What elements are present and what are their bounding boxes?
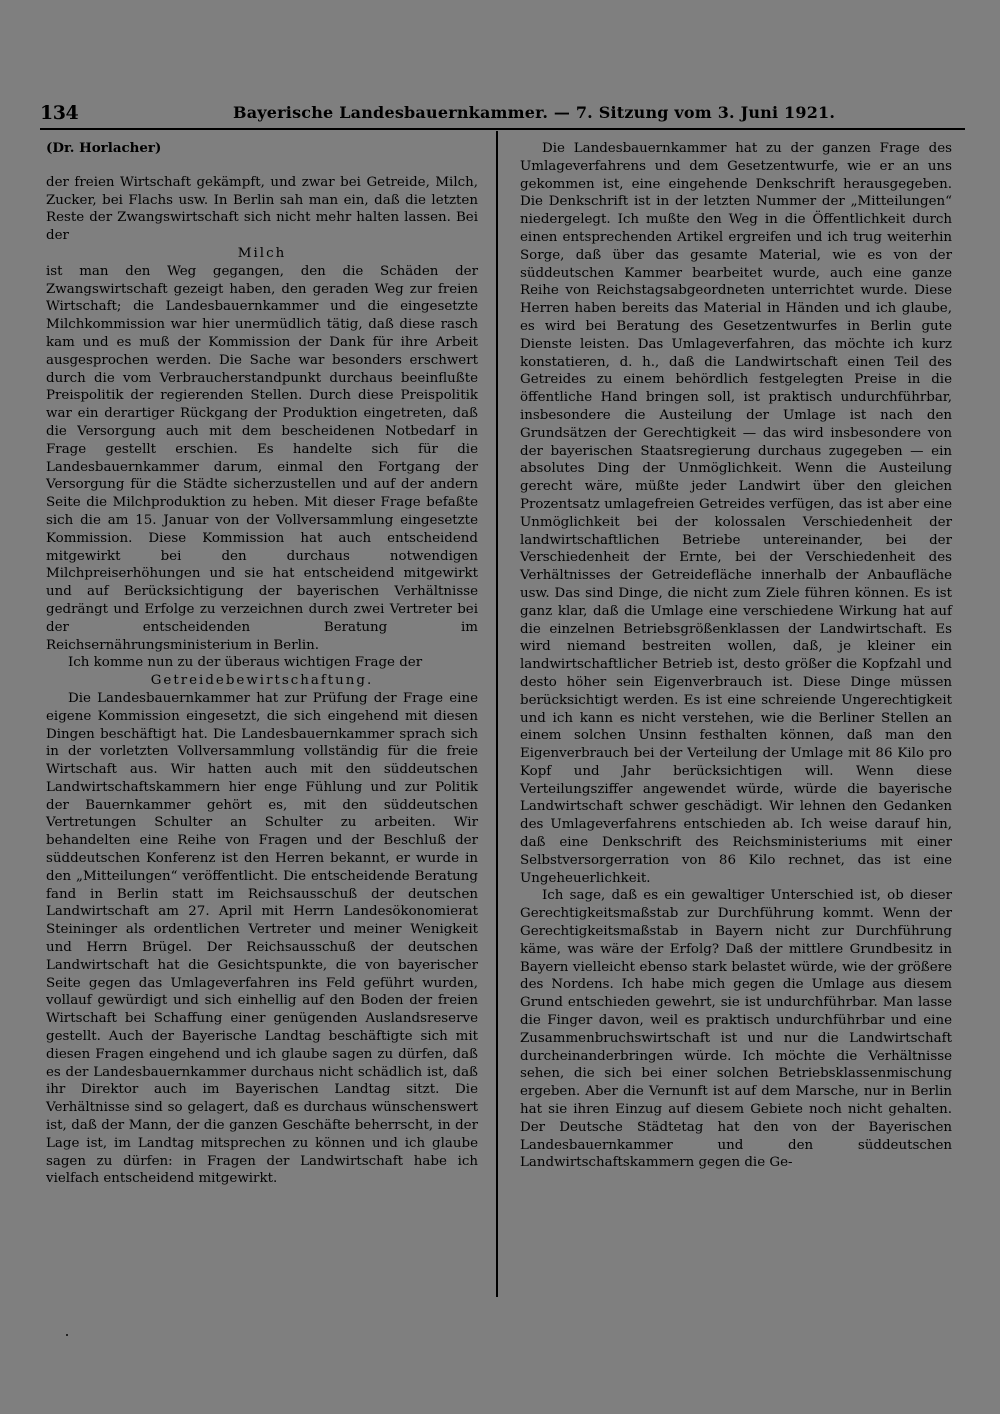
right-column <box>520 140 952 1172</box>
left-column <box>46 140 478 1188</box>
paragraph: Die Landesbauernkammer hat zur Prüfung der Frage eine eigene Kommission eingesetzt, die sich eingehend mit diesen Dingen beschäftigt hat. Die Landesbauernkammer sprach sich in der vorletzten Vollversammlung vollständig für die freie Wirtschaft aus. Wir hatten auch mit den süddeutschen Landwirtschaftskammern hier enge Fühlung und zur Politik der Bauernkammer gehört es, mit den süddeutschen Vertretungen Schulter an Schulter zu arbeiten. Wir behandelten eine Reihe von Fragen und der Beschluß der süddeutschen Konferenz ist den Herren bekannt, er wurde in den „Mitteilungen“ veröffentlicht. Die entscheidende Beratung fand in Berlin statt im Reichsausschuß der deutschen Landwirtschaft am 27. April mit Herrn Landesökonomierat Steininger als ordentlichen Vertreter und meiner Wenigkeit und Herrn Brügel. Der Reichsausschuß der deutschen Landwirtschaft hat die Gesichtspunkte, die von bayerischer Seite gegen das Umlageverfahren ins Feld geführt wurden, vollauf gewürdigt und sich einhellig auf den Boden der freien Wirtschaft bei Schaffung einer genügenden Auslandsreserve gestellt. Auch der Bayerische Landtag beschäftigte sich mit diesen Fragen eingehend und ich glaube sagen zu dürfen, daß es der Landesbauernkammer durchaus nicht schädlich ist, daß ihr Direktor auch im Bayerischen Landtag sitzt. Die Verhältnisse sind so gelagert, daß es durchaus wünschenswert ist, daß der Mann, der die ganzen Geschäfte beherrscht, in der Lage ist, im Landtag mitsprechen zu können und ich glaube sagen zu dürfen: in Fragen der Landwirtschaft habe ich vielfach entscheidend mitgewirkt. <box>46 690 478 1187</box>
running-head: Bayerische Landesbauernkammer. — 7. Sitzung vom 3. Juni 1921. <box>233 103 836 122</box>
page-header <box>40 102 836 126</box>
paragraph: der freien Wirtschaft gekämpft, und zwar bei Getreide, Milch, Zucker, bei Flachs usw. In Berlin sah man ein, daß die letzten Reste der Zwangswirtschaft sich nicht mehr halten lassen. Bei der <box>46 174 478 244</box>
section-heading-milch: Milch <box>237 245 287 261</box>
paragraph: ist man den Weg gegangen, den die Schäden der Zwangswirtschaft gezeigt haben, den geraden Weg zur freien Wirtschaft; die Landesbauernkammer und die eingesetzte Milchkommission war hier unermüdlich tätig, daß diese rasch kam und es muß der Kommission der Dank für ihre Arbeit ausgesprochen werden. Die Sache war besonders erschwert durch die vom Verbraucherstandpunkt durchaus beeinflußte Preispolitik der regierenden Stellen. Durch diese Preispolitik war ein derartiger Rückgang der Produktion eingetreten, daß die Versorgung auch mit dem bescheidenen Notbedarf in Frage gestellt erschien. Es handelte sich für die Landesbauernkammer darum, einmal den Fortgang der Versorgung für die Städte sicherzustellen und auf der andern Seite die Milchproduktion zu heben. Mit dieser Frage befaßte sich die am 15. Januar von der Vollversammlung eingesetzte Kommission. Diese Kommission hat auch entscheidend mitgewirkt bei den durchaus notwendigen Milchpreiserhöhungen und sie hat entscheidend mitgewirkt und auf Berücksichtigung der bayerischen Verhältnisse gedrängt und Erfolge zu verzeichnen durch zwei Vertreter bei der entscheidenden Beratung im Reichsernährungsministerium in Berlin. <box>46 263 478 653</box>
section-heading-getreide: Getreidebewirtschaftung. <box>150 673 374 689</box>
paragraph: Die Landesbauernkammer hat zu der ganzen Frage des Umlageverfahrens und dem Gesetzentwurfe, wie er an uns gekommen ist, eine eingehende Denkschrift herausgegeben. Die Denkschrift ist in der letzten Nummer der „Mitteilungen“ niedergelegt. Ich mußte den Weg in die Öffentlichkeit durch einen entsprechenden Artikel ergreifen und ich trug weiterhin Sorge, daß über das gesamte Material, wie es von der süddeutschen Kammer bearbeitet wurde, auch eine ganze Reihe von Reichstagsabgeordneten unterrichtet wurde. Diese Herren haben bereits das Material in Händen und ich glaube, es wird bei Beratung des Gesetzentwurfes in Berlin gute Dienste leisten. Das Umlageverfahren, das möchte ich kurz konstatieren, d. h., daß die Landwirtschaft einen Teil des Getreides zu einem behördlich festgelegten Preise in die öffentliche Hand bringen soll, ist praktisch undurchführbar, insbesondere die Austeilung der Umlage ist nach den Grundsätzen der Gerechtigkeit — das wird insbesondere von der bayerischen Staatsregierung durchaus zugegeben — ein absolutes Ding der Unmöglichkeit. Wenn die Austeilung gerecht wäre, müßte jeder Landwirt über den gleichen Prozentsatz umlagefreien Getreides verfügen, das ist aber eine Unmöglichkeit bei der kolossalen Verschiedenheit der landwirtschaftlichen Betriebe untereinander, bei der Verschiedenheit der Ernte, bei der Verschiedenheit des Verhältnisses der Getreidefläche innerhalb der Anbaufläche usw. Das sind Dinge, die nicht zum Ziele führen können. Es ist ganz klar, daß die Umlage eine verschiedene Wirkung hat auf die einzelnen Betriebsgrößenklassen der Landwirtschaft. Es wird niemand bestreiten wollen, daß, je kleiner ein landwirtschaftlicher Betrieb ist, desto größer die Kopfzahl und desto höher sein Eigenverbrauch ist. Diese Dinge müssen berücksichtigt werden. Es ist eine schreiende Ungerechtigkeit und ich kann es nicht verstehen, wie die Berliner Stellen an einem solchen Unsinn festhalten können, daß man den Eigenverbrauch bei der Verteilung der Umlage mit 86 Kilo pro Kopf und Jahr berücksichtigen will. Wenn diese Verteilungsziffer angewendet würde, würde die bayerische Landwirtschaft schwer geschädigt. Wir lehnen den Gedanken des Umlageverfahrens entschieden ab. Ich weise darauf hin, daß eine Denkschrift des Reichsministeriums mit einer Selbstversorgerration von 86 Kilo rechnet, das ist eine Ungeheuerlichkeit. <box>520 141 952 886</box>
scan-speck <box>66 1334 68 1336</box>
column-divider <box>496 131 498 1297</box>
speaker-label: (Dr. Horlacher) <box>46 140 162 156</box>
page-number: 134 <box>40 102 79 124</box>
paragraph: Ich komme nun zu der überaus wichtigen Frage der <box>68 655 423 671</box>
header-rule <box>40 128 965 130</box>
paragraph: Ich sage, daß es ein gewaltiger Unterschied ist, ob dieser Gerechtigkeitsmaßstab zur Durchführung kommt. Wenn der Gerechtigkeitsmaßstab in Bayern nicht zur Durchführung käme, was wäre der Erfolg? Daß der mittlere Grundbesitz in Bayern vielleicht ebenso stark belastet würde, wie der größere des Nordens. Ich habe mich gegen die Umlage aus diesem Grund entschieden gewehrt, sie ist undurchführbar. Man lasse die Finger davon, weil es praktisch undurchführbar und eine Zusammenbruchswirtschaft ist und nur die Landwirtschaft durcheinanderbringen würde. Ich möchte die Verhältnisse sehen, die sich bei einer solchen Betriebsklassenmischung ergeben. Aber die Vernunft ist auf dem Marsche, nur in Berlin hat sie ihren Einzug auf diesem Gebiete noch nicht gehalten. Der Deutsche Städtetag hat den von der Bayerischen Landesbauernkammer und den süddeutschen Landwirtschaftskammern gegen die Ge- <box>520 888 952 1171</box>
